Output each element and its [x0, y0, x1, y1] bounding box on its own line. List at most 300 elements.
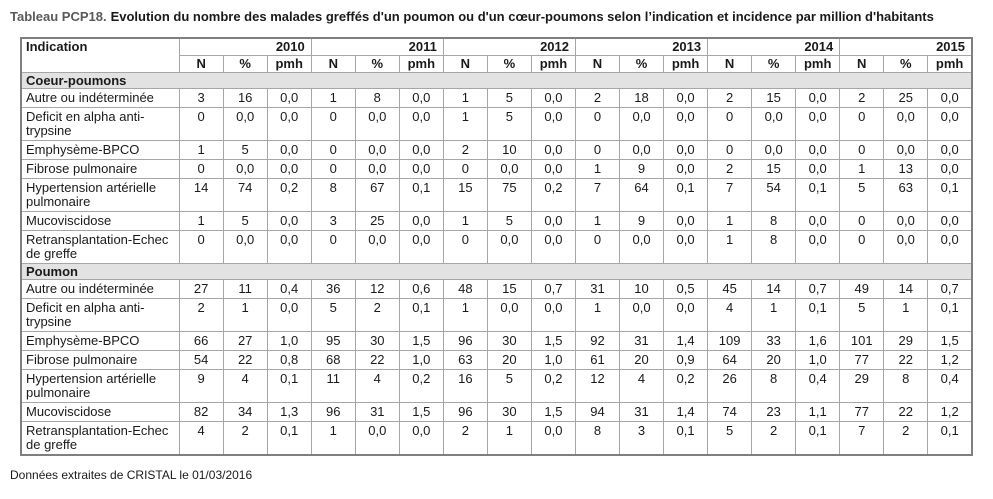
value-cell: 0,0: [664, 299, 708, 332]
value-cell: 0,0: [355, 231, 399, 264]
col-header-pct: %: [487, 56, 531, 73]
value-cell: 0,0: [399, 108, 443, 141]
value-cell: 0,0: [531, 141, 575, 160]
value-cell: 0,0: [796, 212, 840, 231]
value-cell: 61: [575, 351, 619, 370]
value-cell: 1,0: [399, 351, 443, 370]
value-cell: 4: [708, 299, 752, 332]
value-cell: 77: [840, 403, 884, 422]
value-cell: 22: [223, 351, 267, 370]
value-cell: 1: [575, 299, 619, 332]
indication-cell: Autre ou indéterminée: [21, 89, 179, 108]
value-cell: 0,0: [355, 141, 399, 160]
indication-cell: Hypertension artérielle pulmonaire: [21, 370, 179, 403]
value-cell: 0,0: [884, 212, 928, 231]
value-cell: 0,0: [928, 108, 972, 141]
value-cell: 5: [708, 422, 752, 456]
value-cell: 74: [708, 403, 752, 422]
value-cell: 0,2: [399, 370, 443, 403]
value-cell: 0,1: [267, 422, 311, 456]
value-cell: 0,0: [620, 231, 664, 264]
value-cell: 10: [620, 280, 664, 299]
section-row: [21, 264, 972, 280]
value-cell: 1: [443, 299, 487, 332]
col-header-pmh: pmh: [796, 56, 840, 73]
value-cell: 31: [575, 280, 619, 299]
section-row: [21, 73, 972, 89]
value-cell: 5: [840, 299, 884, 332]
value-cell: 68: [311, 351, 355, 370]
value-cell: 0,1: [796, 299, 840, 332]
value-cell: 34: [223, 403, 267, 422]
col-header-pmh: pmh: [531, 56, 575, 73]
table-row: [21, 299, 972, 332]
value-cell: 14: [752, 280, 796, 299]
value-cell: 30: [355, 332, 399, 351]
indication-cell: Mucoviscidose: [21, 403, 179, 422]
value-cell: 0,0: [267, 141, 311, 160]
value-cell: 0,0: [796, 89, 840, 108]
value-cell: 0,7: [531, 280, 575, 299]
value-cell: 9: [179, 370, 223, 403]
value-cell: 16: [223, 89, 267, 108]
table-row: [21, 422, 972, 456]
value-cell: 25: [355, 212, 399, 231]
indication-cell: Deficit en alpha anti-trypsine: [21, 108, 179, 141]
value-cell: 0,0: [664, 108, 708, 141]
col-header-pct: %: [884, 56, 928, 73]
value-cell: 0: [311, 141, 355, 160]
value-cell: 0,0: [928, 160, 972, 179]
value-cell: 0: [311, 108, 355, 141]
value-cell: 64: [708, 351, 752, 370]
value-cell: 0,0: [620, 108, 664, 141]
value-cell: 1,0: [531, 351, 575, 370]
value-cell: 14: [179, 179, 223, 212]
value-cell: 0,0: [884, 141, 928, 160]
indication-cell: Hypertension artérielle pulmonaire: [21, 179, 179, 212]
value-cell: 5: [487, 212, 531, 231]
indication-cell: Emphysème-BPCO: [21, 141, 179, 160]
value-cell: 96: [443, 403, 487, 422]
value-cell: 11: [223, 280, 267, 299]
value-cell: 12: [355, 280, 399, 299]
col-header-n: N: [311, 56, 355, 73]
value-cell: 2: [223, 422, 267, 456]
value-cell: 0,0: [796, 108, 840, 141]
value-cell: 0,4: [796, 370, 840, 403]
indication-column-header: Indication: [21, 38, 179, 73]
value-cell: 0,0: [399, 212, 443, 231]
value-cell: 15: [487, 280, 531, 299]
value-cell: 11: [311, 370, 355, 403]
value-cell: 0: [311, 160, 355, 179]
value-cell: 45: [708, 280, 752, 299]
value-cell: 8: [311, 179, 355, 212]
value-cell: 0,0: [267, 89, 311, 108]
value-cell: 0,1: [399, 299, 443, 332]
value-cell: 0,0: [487, 160, 531, 179]
value-cell: 0,0: [796, 231, 840, 264]
value-cell: 1: [443, 212, 487, 231]
value-cell: 82: [179, 403, 223, 422]
value-cell: 0,0: [752, 141, 796, 160]
value-cell: 12: [575, 370, 619, 403]
value-cell: 0,0: [399, 160, 443, 179]
value-cell: 0,0: [884, 231, 928, 264]
table-row: [21, 231, 972, 264]
value-cell: 0: [840, 231, 884, 264]
col-header-pmh: pmh: [267, 56, 311, 73]
value-cell: 0,2: [531, 370, 575, 403]
indication-cell: Deficit en alpha anti-trypsine: [21, 299, 179, 332]
col-header-n: N: [443, 56, 487, 73]
value-cell: 0,1: [928, 299, 972, 332]
section-header: Coeur-poumons: [21, 73, 972, 89]
value-cell: 2: [443, 141, 487, 160]
value-cell: 1,4: [664, 403, 708, 422]
value-cell: 0,0: [664, 89, 708, 108]
value-cell: 13: [884, 160, 928, 179]
value-cell: 0,1: [399, 179, 443, 212]
value-cell: 0: [708, 141, 752, 160]
value-cell: 54: [752, 179, 796, 212]
value-cell: 1: [179, 212, 223, 231]
value-cell: 1,5: [531, 332, 575, 351]
indication-cell: Retransplantation-Echec de greffe: [21, 231, 179, 264]
value-cell: 0: [443, 231, 487, 264]
year-header: 2011: [311, 38, 443, 56]
value-cell: 5: [840, 179, 884, 212]
value-cell: 26: [708, 370, 752, 403]
value-cell: 96: [443, 332, 487, 351]
value-cell: 0: [575, 108, 619, 141]
col-header-pct: %: [355, 56, 399, 73]
value-cell: 2: [443, 422, 487, 456]
value-cell: 0: [840, 212, 884, 231]
value-cell: 5: [487, 370, 531, 403]
indication-cell: Mucoviscidose: [21, 212, 179, 231]
value-cell: 0,0: [531, 108, 575, 141]
value-cell: 5: [487, 108, 531, 141]
value-cell: 16: [443, 370, 487, 403]
value-cell: 22: [355, 351, 399, 370]
value-cell: 18: [620, 89, 664, 108]
value-cell: 31: [620, 332, 664, 351]
year-header: 2010: [179, 38, 311, 56]
table-title: [10, 9, 993, 24]
value-cell: 0,0: [531, 212, 575, 231]
col-header-n: N: [179, 56, 223, 73]
value-cell: 1,2: [928, 351, 972, 370]
value-cell: 0,2: [267, 179, 311, 212]
value-cell: 0,0: [531, 422, 575, 456]
value-cell: 1,4: [664, 332, 708, 351]
value-cell: 1: [575, 160, 619, 179]
value-cell: 1: [311, 89, 355, 108]
value-cell: 95: [311, 332, 355, 351]
value-cell: 0,0: [399, 422, 443, 456]
table-number: Tableau PCP18.: [10, 9, 107, 24]
value-cell: 0,0: [355, 422, 399, 456]
col-header-n: N: [840, 56, 884, 73]
value-cell: 1: [752, 299, 796, 332]
value-cell: 5: [223, 212, 267, 231]
col-header-pct: %: [620, 56, 664, 73]
value-cell: 36: [311, 280, 355, 299]
col-header-n: N: [575, 56, 619, 73]
value-cell: 8: [752, 370, 796, 403]
value-cell: 1,0: [267, 332, 311, 351]
value-cell: 0,0: [399, 231, 443, 264]
value-cell: 0,2: [664, 370, 708, 403]
value-cell: 10: [487, 141, 531, 160]
value-cell: 0,4: [267, 280, 311, 299]
col-header-pct: %: [223, 56, 267, 73]
value-cell: 2: [708, 89, 752, 108]
table-row: [21, 280, 972, 299]
value-cell: 25: [884, 89, 928, 108]
value-cell: 0,0: [267, 108, 311, 141]
value-cell: 1,1: [796, 403, 840, 422]
value-cell: 0,6: [399, 280, 443, 299]
value-cell: 0,0: [267, 231, 311, 264]
value-cell: 0,0: [664, 160, 708, 179]
value-cell: 54: [179, 351, 223, 370]
value-cell: 0,0: [928, 231, 972, 264]
value-cell: 0,0: [223, 231, 267, 264]
value-cell: 33: [752, 332, 796, 351]
value-cell: 5: [487, 89, 531, 108]
value-cell: 0,4: [928, 370, 972, 403]
value-cell: 1: [311, 422, 355, 456]
value-cell: 94: [575, 403, 619, 422]
value-cell: 7: [575, 179, 619, 212]
year-header: 2013: [575, 38, 707, 56]
value-cell: 20: [487, 351, 531, 370]
value-cell: 0,0: [267, 212, 311, 231]
value-cell: 0,0: [531, 89, 575, 108]
value-cell: 29: [884, 332, 928, 351]
value-cell: 0,0: [928, 89, 972, 108]
value-cell: 1: [708, 231, 752, 264]
value-cell: 27: [223, 332, 267, 351]
value-cell: 5: [223, 141, 267, 160]
col-header-pmh: pmh: [928, 56, 972, 73]
value-cell: 15: [752, 89, 796, 108]
table-title-text: Evolution du nombre des malades greffés d'un poumon ou d'un cœur-poumons selon l’indication et incidence par million d'habitants: [110, 9, 934, 24]
value-cell: 31: [355, 403, 399, 422]
table-row: [21, 332, 972, 351]
value-cell: 0,1: [928, 179, 972, 212]
value-cell: 14: [884, 280, 928, 299]
value-cell: 0,0: [355, 160, 399, 179]
value-cell: 0,1: [664, 422, 708, 456]
value-cell: 0: [840, 141, 884, 160]
value-cell: 0,0: [223, 160, 267, 179]
value-cell: 1: [487, 422, 531, 456]
value-cell: 0,0: [267, 160, 311, 179]
value-cell: 0,5: [664, 280, 708, 299]
value-cell: 29: [840, 370, 884, 403]
value-cell: 0,0: [267, 299, 311, 332]
value-cell: 15: [752, 160, 796, 179]
value-cell: 15: [443, 179, 487, 212]
value-cell: 4: [223, 370, 267, 403]
value-cell: 67: [355, 179, 399, 212]
value-cell: 0,0: [399, 141, 443, 160]
value-cell: 1: [179, 141, 223, 160]
value-cell: 0: [311, 231, 355, 264]
value-cell: 1,0: [796, 351, 840, 370]
value-cell: 9: [620, 212, 664, 231]
table-row: [21, 108, 972, 141]
value-cell: 49: [840, 280, 884, 299]
value-cell: 2: [179, 299, 223, 332]
value-cell: 0,0: [399, 89, 443, 108]
indication-cell: Fibrose pulmonaire: [21, 351, 179, 370]
value-cell: 5: [311, 299, 355, 332]
value-cell: 0,0: [928, 212, 972, 231]
value-cell: 20: [752, 351, 796, 370]
data-table: [20, 37, 973, 456]
value-cell: 2: [355, 299, 399, 332]
value-cell: 0: [443, 160, 487, 179]
value-cell: 8: [752, 212, 796, 231]
year-header: 2014: [708, 38, 840, 56]
indication-cell: Retransplantation-Echec de greffe: [21, 422, 179, 456]
col-header-pmh: pmh: [399, 56, 443, 73]
value-cell: 0,0: [487, 231, 531, 264]
table-row: [21, 89, 972, 108]
value-cell: 3: [179, 89, 223, 108]
value-cell: 0,1: [796, 179, 840, 212]
year-header: 2012: [443, 38, 575, 56]
value-cell: 1,3: [267, 403, 311, 422]
value-cell: 0: [840, 108, 884, 141]
value-cell: 1,5: [531, 403, 575, 422]
value-cell: 1: [884, 299, 928, 332]
table-row: [21, 351, 972, 370]
value-cell: 0,0: [223, 108, 267, 141]
value-cell: 77: [840, 351, 884, 370]
value-cell: 0,0: [487, 299, 531, 332]
value-cell: 0,0: [928, 141, 972, 160]
value-cell: 9: [620, 160, 664, 179]
value-cell: 4: [179, 422, 223, 456]
indication-cell: Fibrose pulmonaire: [21, 160, 179, 179]
value-cell: 0,0: [620, 141, 664, 160]
value-cell: 0,0: [531, 299, 575, 332]
value-cell: 0: [179, 160, 223, 179]
value-cell: 92: [575, 332, 619, 351]
value-cell: 0: [179, 231, 223, 264]
value-cell: 8: [575, 422, 619, 456]
col-header-n: N: [708, 56, 752, 73]
value-cell: 1: [443, 108, 487, 141]
value-cell: 3: [311, 212, 355, 231]
value-cell: 2: [708, 160, 752, 179]
footer-note: Données extraites de CRISTAL le 01/03/2016: [10, 468, 253, 482]
value-cell: 2: [840, 89, 884, 108]
year-header: 2015: [840, 38, 972, 56]
value-cell: 0,0: [531, 231, 575, 264]
value-cell: 0,9: [664, 351, 708, 370]
value-cell: 1: [575, 212, 619, 231]
value-cell: 23: [752, 403, 796, 422]
value-cell: 0,0: [884, 108, 928, 141]
value-cell: 1: [708, 212, 752, 231]
value-cell: 0,1: [267, 370, 311, 403]
value-cell: 101: [840, 332, 884, 351]
value-cell: 1,5: [399, 403, 443, 422]
value-cell: 96: [311, 403, 355, 422]
value-cell: 0: [575, 231, 619, 264]
value-cell: 8: [884, 370, 928, 403]
value-cell: 0,0: [664, 212, 708, 231]
table-row: [21, 179, 972, 212]
value-cell: 2: [575, 89, 619, 108]
value-cell: 0: [708, 108, 752, 141]
value-cell: 2: [752, 422, 796, 456]
value-cell: 0,1: [796, 422, 840, 456]
value-cell: 0,0: [664, 141, 708, 160]
value-cell: 1,5: [399, 332, 443, 351]
value-cell: 109: [708, 332, 752, 351]
value-cell: 31: [620, 403, 664, 422]
value-cell: 0,1: [928, 422, 972, 456]
value-cell: 4: [355, 370, 399, 403]
value-cell: 0,0: [355, 108, 399, 141]
value-cell: 1,2: [928, 403, 972, 422]
value-cell: 75: [487, 179, 531, 212]
value-cell: 1: [840, 160, 884, 179]
value-cell: 27: [179, 280, 223, 299]
value-cell: 3: [620, 422, 664, 456]
value-cell: 0,2: [531, 179, 575, 212]
table-row: [21, 212, 972, 231]
indication-cell: Autre ou indéterminée: [21, 280, 179, 299]
col-header-pct: %: [752, 56, 796, 73]
value-cell: 66: [179, 332, 223, 351]
value-cell: 1,6: [796, 332, 840, 351]
table-row: [21, 370, 972, 403]
table-row: [21, 160, 972, 179]
value-cell: 0,7: [796, 280, 840, 299]
value-cell: 0,8: [267, 351, 311, 370]
value-cell: 74: [223, 179, 267, 212]
value-cell: 0,0: [752, 108, 796, 141]
value-cell: 0: [575, 141, 619, 160]
indication-cell: Emphysème-BPCO: [21, 332, 179, 351]
value-cell: 0,0: [620, 299, 664, 332]
value-cell: 22: [884, 403, 928, 422]
value-cell: 30: [487, 403, 531, 422]
value-cell: 1: [443, 89, 487, 108]
value-cell: 8: [752, 231, 796, 264]
value-cell: 64: [620, 179, 664, 212]
value-cell: 0,0: [796, 160, 840, 179]
value-cell: 7: [708, 179, 752, 212]
table-row: [21, 403, 972, 422]
value-cell: 0: [179, 108, 223, 141]
value-cell: 0,7: [928, 280, 972, 299]
value-cell: 1: [223, 299, 267, 332]
value-cell: 0,1: [664, 179, 708, 212]
value-cell: 20: [620, 351, 664, 370]
value-cell: 63: [884, 179, 928, 212]
value-cell: 0,0: [664, 231, 708, 264]
